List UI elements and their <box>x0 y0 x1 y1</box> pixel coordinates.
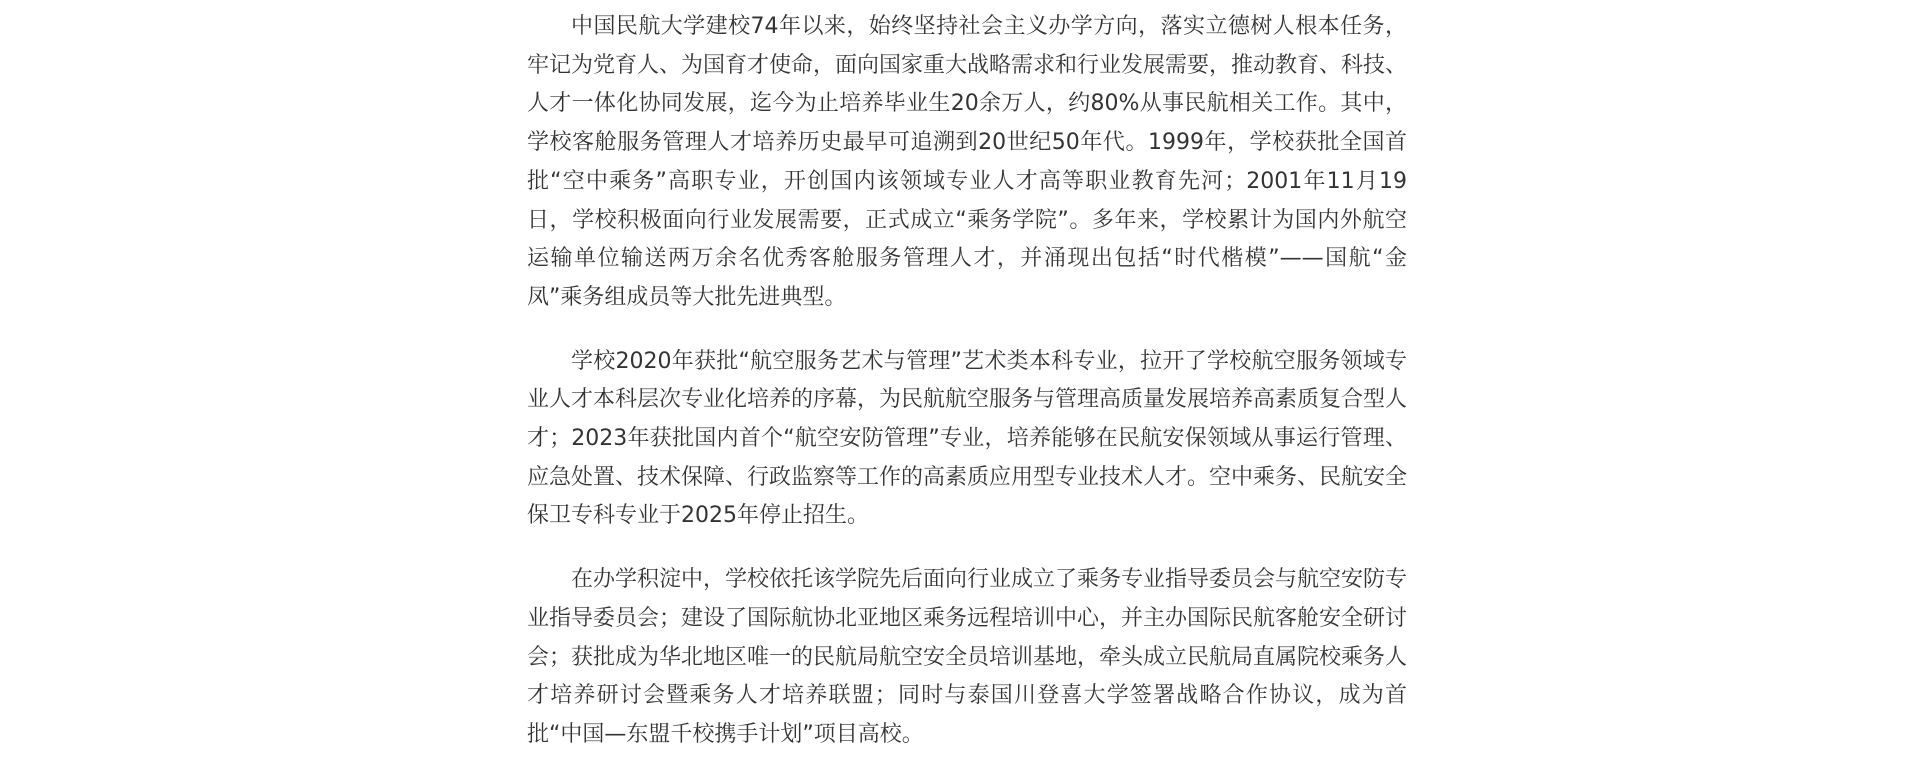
paragraph-achievements: 在办学积淀中，学校依托该学院先后面向行业成立了乘务专业指导委员会与航空安防专业指导委员会；建设了国际航协北亚地区乘务远程培训中心，并主办国际民航客舱安全研讨会；获批成为华北地区唯一的民航局航空安全员培训基地，牵头成立民航局直属院校乘务人才培养研讨会暨乘务人才培养联盟；同时与泰国川登喜大学签署战略合作协议，成为首批“中国—东盟千校携手计划”项目高校。 <box>527 567 1408 747</box>
paragraph-undergraduate-programs: 学校2020年获批“航空服务艺术与管理”艺术类本科专业，拉开了学校航空服务领域专业人才本科层次专业化培养的序幕，为民航航空服务与管理高质量发展培养高素质复合型人才；2023年获批国内首个“航空安防管理”专业，培养能够在民航安保领域从事运行管理、应急处置、技术保障、行政监察等工作的高素质应用型专业技术人才。空中乘务、民航安全保卫专科专业于2025年停止招生。 <box>527 348 1408 529</box>
article-body <box>527 8 1407 780</box>
paragraph-history: 中国民航大学建校74年以来，始终坚持社会主义办学方向，落实立德树人根本任务，牢记为党育人、为国育才使命，面向国家重大战略需求和行业发展需要，推动教育、科技、人才一体化协同发展，迄今为止培养毕业生20余万人，约80%从事民航相关工作。其中，学校客舱服务管理人才培养历史最早可追溯到20世纪50年代。1999年，学校获批全国首批“空中乘务”高职专业，开创国内该领域专业人才高等职业教育先河；2001年11月19日，学校积极面向行业发展需要，正式成立“乘务学院”。多年来，学校累计为国内外航空运输单位输送两万余名优秀客舱服务管理人才，并涌现出包括“时代楷模”——国航“金凤”乘务组成员等大批先进典型。 <box>527 14 1408 310</box>
